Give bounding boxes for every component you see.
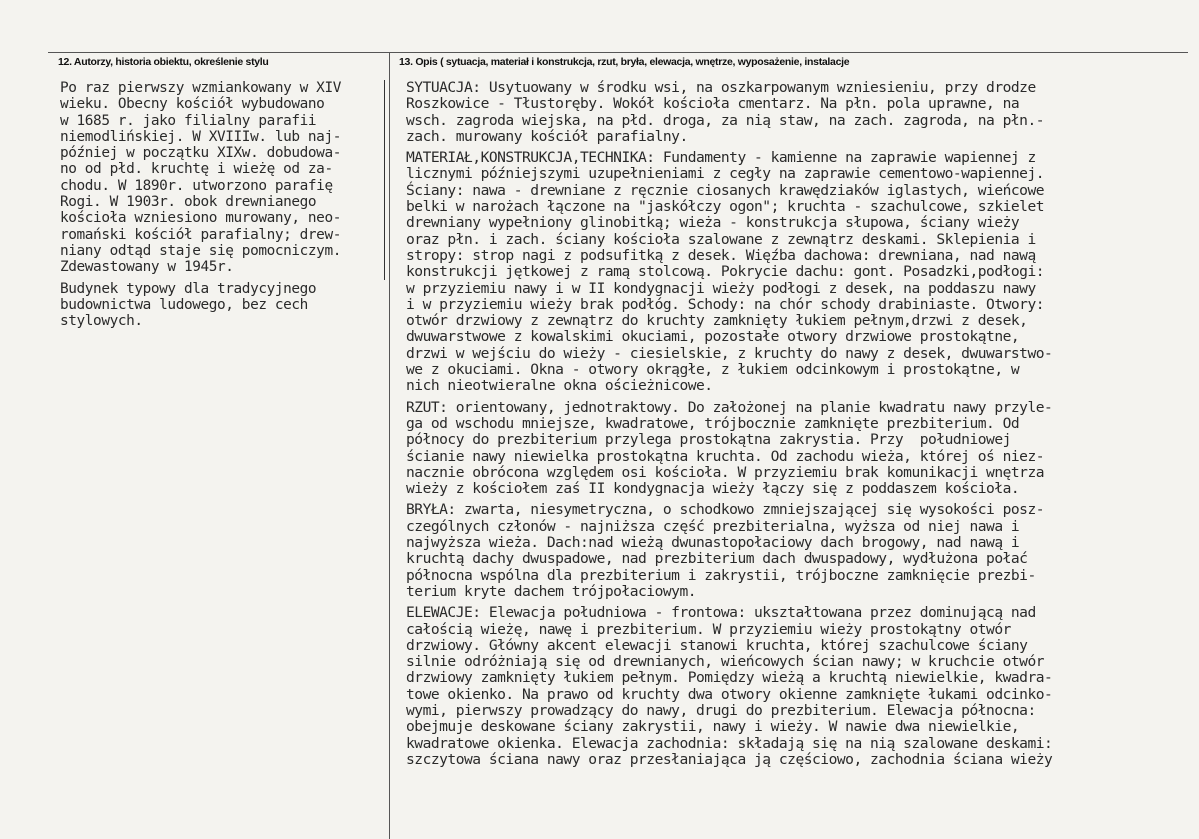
text-line: wymi, pierwszy prowadzący do nawy, drugi do prezbiterium. Elewacja północna:: [406, 701, 1036, 719]
text-line: SYTUACJA: Usytuowany w środku wsi, na oszkarpowanym wzniesieniu, przy drodze: [406, 79, 1036, 96]
text-line: drzwiowy zamknięty łukiem pełnym. Pomiędzy wieżą a kruchtą niewielkie, kwadra-: [406, 669, 1053, 687]
text-line: nacznie obrócona względem osi kościoła. W przyziemiu brak komunikacji wnętrza: [406, 463, 1045, 481]
text-line: północy do prezbiterium przylega prostokątna zakrystia. Przy południowej: [406, 431, 1011, 449]
text-line: szczytowa ściana nawy oraz przesłaniająca ją częściowo, zachodnia ściana wieży: [406, 750, 1053, 768]
text-line: całością wieżę, nawę i prezbiterium. W przyziemiu wieży prostokątny otwór: [406, 620, 1011, 638]
plan-paragraph: [406, 400, 1192, 498]
text-line: towe okienko. Na prawo od kruchty dwa otwory okienne zamknięte łukami odcinko-: [406, 685, 1053, 703]
massing-paragraph: [406, 502, 1192, 600]
text-line: w przyziemiu nawy i w II kondygnacji wieży podłogi z desek, na poddaszu nawy: [406, 279, 1036, 297]
history-column: [60, 80, 386, 329]
text-line: otwór drzwiowy z zewnątrz do kruchty zamknięty łukiem pełnym,drzwi z desek,: [406, 312, 1028, 330]
text-line: najwyższa wieża. Dach:nad wieżą dwunastopołaciowy dach brogowy, nad nawą i: [406, 534, 1020, 552]
text-line: w 1685 r. jako filialny parafii: [60, 112, 317, 129]
material-paragraph: [406, 150, 1192, 394]
text-line: kruchtą dachy dwuspadowe, nad prezbiterium dach dwuspadowy, wydłużona połać: [406, 550, 1028, 568]
text-line: RZUT: orientowany, jednotraktowy. Do założonej na planie kwadratu nawy przyle-: [406, 398, 1053, 416]
text-line: obejmuje deskowane ściany zakrystii, nawy i wieży. W nawie dwa niewielkie,: [406, 718, 1020, 736]
text-line: MATERIAŁ,KONSTRUKCJA,TECHNIKA: Fundamenty - kamienne na zaprawie wapiennej z: [406, 149, 1036, 167]
situation-paragraph: [406, 80, 1192, 145]
text-line: no od płd. kruchtę i wieżę od za-: [60, 161, 333, 178]
text-line: budownictwa ludowego, bez cech: [60, 296, 308, 313]
text-line: później w początku XIXw. dobudowa-: [60, 145, 341, 162]
text-line: we z okuciami. Okna - otwory okrągłe, z łukiem odcinkowym i prostokątne, w: [406, 361, 1020, 379]
text-line: Budynek typowy dla tradycyjnego: [60, 280, 317, 297]
text-line: belki w narożach łączone na "jaskółczy ogon"; kruchta - szachulcowe, szkielet: [406, 198, 1045, 216]
text-line: silnie odróżniają się od drewnianych, wieńcowych ścian nawy; w kruchcie otwór: [406, 653, 1045, 671]
text-line: wsch. zagroda wiejska, na płd. droga, za nią staw, na zach. zagroda, na płn.-: [406, 111, 1045, 129]
column-divider: [389, 52, 390, 839]
text-line: niemodlińskiej. W XVIIIw. lub naj-: [60, 128, 341, 145]
text-line: Ściany: nawa - drewniane z ręcznie ciosanych krawędziaków iglastych, wieńcowe: [406, 181, 1045, 199]
margin-mark: [384, 80, 385, 280]
history-paragraph: [60, 80, 386, 276]
text-line: ga od wschodu mniejsze, kwadratowe, trójbocznie zamknięte prezbiterium. Od: [406, 414, 1020, 432]
text-line: stylowych.: [60, 313, 143, 330]
text-line: północna wspólna dla prezbiterium i zakrystii, trójboczne zamknięcie prezbi-: [406, 566, 1036, 584]
text-line: drzwiowy. Główny akcent elewacji stanowi kruchta, której szachulcowe ściany: [406, 636, 1028, 654]
text-line: niany odtąd staje się pomocniczym.: [60, 242, 341, 259]
text-line: kwadratowe okienka. Elewacja zachodnia: składają się na nią szalowane deskami:: [406, 734, 1053, 752]
text-line: Po raz pierwszy wzmiankowany w XIV: [60, 80, 341, 96]
text-line: drewniany wypełniony glinobitką; wieża - konstrukcja słupowa, ściany wieży: [406, 214, 1020, 232]
right-column-header: 13. Opis ( sytuacja, materiał i konstrukcja, rzut, bryła, elewacja, wnętrze, wyposażenie, instalacje: [399, 56, 850, 68]
text-line: romański kościół parafialny; drew-: [60, 226, 341, 243]
text-line: stropy: strop nagi z podsufitką z desek. Więźba dachowa: drewniana, nad nawą: [406, 246, 1036, 264]
text-line: licznymi późniejszymi uzupełnieniami z cegły na zaprawie cementowo-wapiennej.: [406, 165, 1045, 183]
text-line: nich nieotwieralne okna ościeżnicowe.: [406, 377, 713, 395]
text-line: czególnych członów - najniższa część prezbiterialna, wyższa od niej nawa i: [406, 517, 1020, 535]
text-line: wieku. Obecny kościół wybudowano: [60, 96, 325, 113]
left-column-header: 12. Autorzy, historia obiektu, określenie stylu: [58, 56, 269, 68]
description-column: [406, 80, 1192, 768]
text-line: Roszkowice - Tłustoręby. Wokół kościoła cmentarz. Na płn. pola uprawne, na: [406, 95, 1020, 113]
text-line: konstrukcji jętkowej z ramą stolcową. Pokrycie dachu: gont. Posadzki,podłogi:: [406, 263, 1045, 281]
elevations-paragraph: [406, 605, 1192, 768]
text-line: oraz płn. i zach. ściany kościoła szalowane z zewnątrz deskami. Sklepienia i: [406, 230, 1036, 248]
text-line: i w przyziemiu wieży brak podłóg. Schody: na chór schody drabiniaste. Otwory:: [406, 295, 1045, 313]
text-line: kościoła wzniesiono murowany, neo-: [60, 210, 341, 227]
text-line: ELEWACJE: Elewacja południowa - frontowa: ukształtowana przez dominującą nad: [406, 604, 1036, 622]
text-line: chodu. W 1890r. utworzono parafię: [60, 177, 333, 194]
text-line: BRYŁA: zwarta, niesymetryczna, o schodkowo zmniejszającej się wysokości posz-: [406, 501, 1045, 519]
header-rule: [48, 52, 1188, 53]
text-line: drzwi w wejściu do wieży - ciesielskie, z kruchty do nawy z desek, dwuwarstwo-: [406, 344, 1053, 362]
text-line: zach. murowany kościół parafialny.: [406, 127, 688, 145]
text-line: wieży z kościołem zaś II kondygnacja wieży łączy się z poddaszem kościoła.: [406, 480, 1020, 498]
text-line: Zdewastowany w 1945r.: [60, 259, 234, 276]
text-line: terium kryte dachem trójpołaciowym.: [406, 582, 697, 600]
text-line: dwuwarstwowe z kowalskimi okuciami, pozostałe otwory drzwiowe prostokątne,: [406, 328, 1020, 346]
style-paragraph: [60, 281, 386, 330]
text-line: Rogi. W 1903r. obok drewnianego: [60, 194, 317, 211]
text-line: ścianie nawy niewielka prostokątna kruchta. Od zachodu wieża, której oś niez-: [406, 447, 1045, 465]
